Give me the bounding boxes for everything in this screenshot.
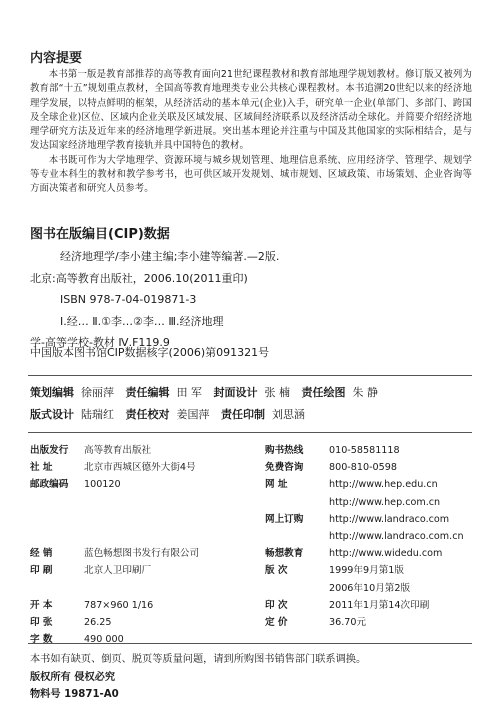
cip-title: 图书在版编目(CIP)数据 bbox=[30, 227, 170, 242]
website-link: http://www.landraco.com bbox=[329, 513, 450, 525]
imprint-right bbox=[265, 442, 475, 631]
cip-line-title: 经济地理学/李小建主编;李小建等编著.—2版. bbox=[60, 250, 280, 263]
summary-paragraph-2: 本书既可作为大学地理学、资源环境与城乡规划管理、地理信息系统、应用经济学、管理学、规划学等专业本科生的教材和教学参考书，也可供区域开发规划、城市规划、区域政策、市场策划、企业咨询等方面决策者和研究人员参考。 bbox=[30, 154, 472, 195]
staff-role: 责任编辑 bbox=[125, 386, 170, 399]
imprint-row: 定 价 36.70元 bbox=[265, 616, 367, 628]
staff-row-1 bbox=[30, 384, 386, 400]
item-number: 物料号 19871-A0 bbox=[30, 689, 119, 700]
divider bbox=[28, 375, 472, 376]
divider bbox=[28, 643, 472, 644]
cip-line-subject: Ⅰ.经… Ⅱ.①李…②李… Ⅲ.经济地理 bbox=[60, 314, 224, 328]
staff-role: 责任校对 bbox=[125, 408, 170, 421]
divider bbox=[28, 432, 472, 433]
staff-role: 封面设计 bbox=[213, 386, 258, 399]
website-link: http://www.widedu.com bbox=[329, 548, 443, 560]
staff-role: 策划编辑 bbox=[30, 386, 74, 399]
imprint-left bbox=[30, 442, 260, 648]
staff-role: 责任绘图 bbox=[301, 386, 346, 399]
summary-paragraph-1: 本书第一版是教育部推荐的高等教育面向21世纪课程教材和教育部地理学规划教材。修订版又被列为教育部“十五”规划重点教材，全国高等教育地理类专业公共核心课程教材。本书追溯20世纪以来的经济地理学发展，以特点鲜明的框架，从经济活动的基本单元(企业)入手，研究单一企业(单部门、多部门、跨国及全球企业)区位、区域内企业关联及区域发展、区域间经济联系以及经济活动全球化。并简要介绍经济地理学研究方法及近年来的经济地理学新进展。突出基本理论并注重与中国及其他国家的实际相结合，是与发达国家经济地理学教育接轨并具中国特色的教材。 bbox=[30, 69, 472, 152]
staff-name: 朱 静 bbox=[352, 386, 378, 399]
imprint-row: 印 张 26.25 bbox=[30, 616, 112, 628]
imprint-row: 邮政编码 100120 bbox=[30, 479, 121, 491]
imprint-row: 字 数 490 000 bbox=[30, 634, 124, 646]
imprint-row: 印 刷 北京人卫印刷厂 bbox=[30, 565, 152, 577]
imprint-row: 2006年10月第2版 bbox=[329, 582, 411, 594]
imprint-row: 出版发行 高等教育出版社 bbox=[30, 445, 152, 456]
staff-name: 刘思涵 bbox=[272, 408, 305, 421]
staff-row-2 bbox=[30, 406, 313, 422]
rights-notice: 版权所有 侵权必究 bbox=[30, 671, 116, 683]
imprint-row: 版 次 1999年9月第1版 bbox=[265, 565, 404, 577]
staff-role: 责任印制 bbox=[221, 408, 265, 421]
imprint-row: 经 销 蓝色畅想图书发行有限公司 bbox=[30, 548, 200, 560]
website-link: http://www.hep.com.cn bbox=[329, 496, 441, 508]
cip-record bbox=[30, 246, 310, 354]
staff-name: 陆瑞红 bbox=[81, 408, 114, 421]
imprint-row bbox=[265, 494, 475, 511]
footer bbox=[30, 651, 366, 704]
staff-name: 张 楠 bbox=[264, 386, 290, 399]
imprint-row: 网 址 http://www.hep.edu.cn bbox=[265, 479, 438, 491]
cip-number: 中国版本图书馆CIP数据核字(2006)第091321号 bbox=[30, 346, 270, 359]
website-link: http://www.landraco.com.cn bbox=[329, 530, 464, 542]
imprint-row: 网上订购 http://www.landraco.com bbox=[265, 513, 450, 525]
imprint-row: 畅想教育 http://www.widedu.com bbox=[265, 548, 443, 560]
staff-name: 田 军 bbox=[176, 386, 202, 399]
imprint-row: 印 次 2011年1月第14次印刷 bbox=[265, 599, 430, 611]
staff-role: 版式设计 bbox=[30, 408, 74, 421]
imprint-row: 开 本 787×960 1/16 bbox=[30, 599, 154, 611]
quality-notice: 本书如有缺页、倒页、脱页等质量问题，请到所购图书销售部门联系调换。 bbox=[30, 654, 367, 665]
cip-line-class: 学-高等学校-教材 Ⅳ.F119.9 bbox=[30, 336, 170, 350]
cip-line-publisher: 北京:高等教育出版社，2006.10(2011重印) bbox=[30, 271, 248, 285]
summary-title: 内容提要 bbox=[30, 51, 83, 66]
cip-line-isbn: ISBN 978-7-04-019871-3 bbox=[60, 293, 197, 307]
website-link: http://www.hep.edu.cn bbox=[329, 479, 438, 491]
staff-name: 徐丽萍 bbox=[81, 386, 114, 399]
imprint-row: 购书热线 010-58581118 bbox=[265, 445, 400, 456]
imprint-row: 社 址 北京市西城区德外大街4号 bbox=[30, 462, 196, 474]
summary-body bbox=[30, 68, 472, 197]
imprint-row: 免费咨询 800-810-0598 bbox=[265, 462, 397, 474]
staff-name: 姜国萍 bbox=[176, 408, 210, 421]
imprint-row bbox=[265, 528, 475, 545]
